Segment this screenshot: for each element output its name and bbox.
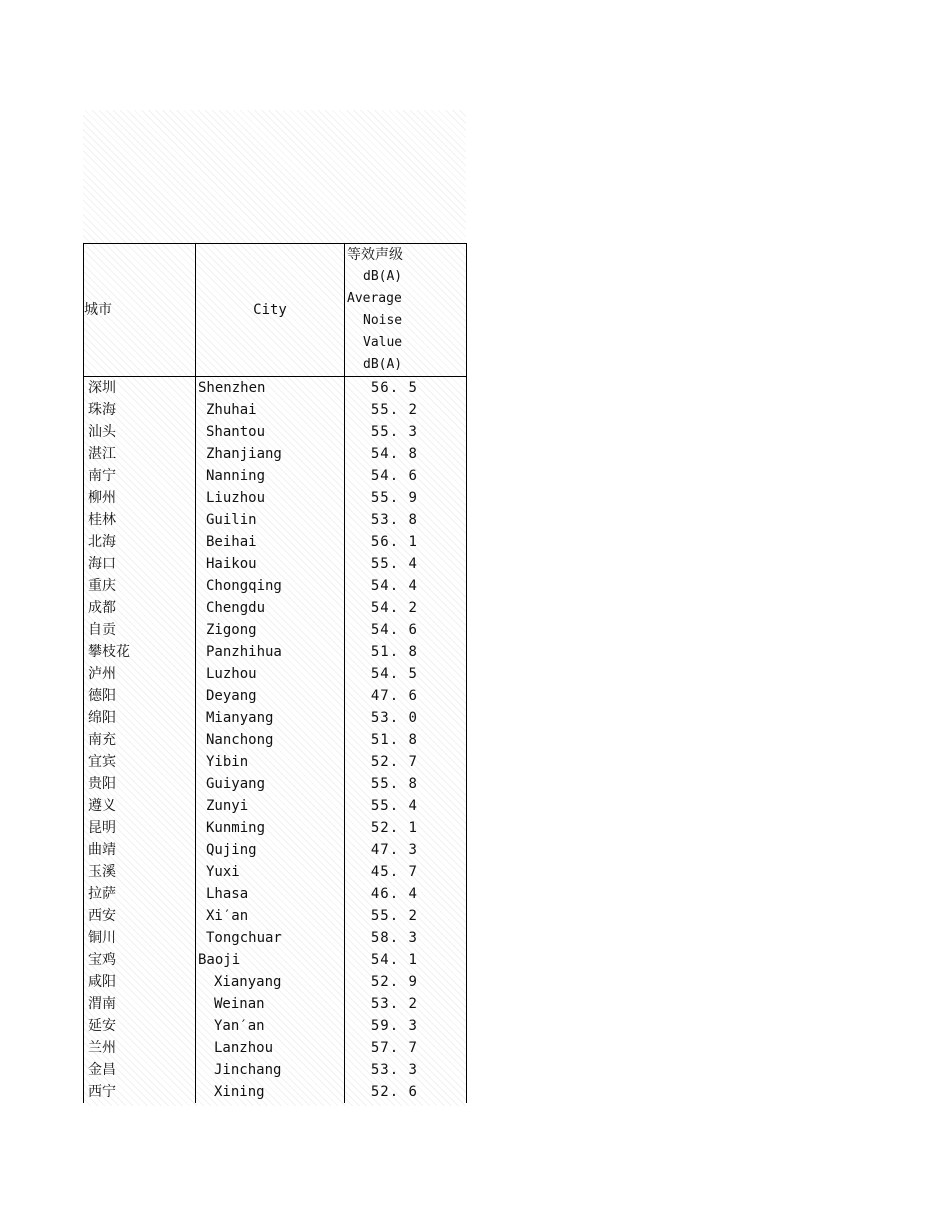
table-row — [84, 707, 467, 729]
table-row — [84, 971, 467, 993]
header-city-cn: 城市 — [84, 244, 196, 377]
noise-value-cell: 55. 2 — [345, 399, 467, 421]
city-cn-cell: 德阳 — [84, 685, 196, 707]
city-en-cell: Lanzhou — [196, 1037, 345, 1059]
header-value-line: Noise — [363, 313, 403, 328]
noise-value-cell: 52. 9 — [345, 971, 467, 993]
city-cn-cell: 珠海 — [84, 399, 196, 421]
table-row — [84, 553, 467, 575]
city-en-cell: Chongqing — [196, 575, 345, 597]
city-cn-cell: 自贡 — [84, 619, 196, 641]
noise-value-cell: 54. 6 — [345, 465, 467, 487]
city-en-cell: Mianyang — [196, 707, 345, 729]
city-cn-cell: 攀枝花 — [84, 641, 196, 663]
noise-value-cell: 55. 4 — [345, 795, 467, 817]
table-row — [84, 399, 467, 421]
city-cn-cell: 拉萨 — [84, 883, 196, 905]
city-en-cell: Deyang — [196, 685, 345, 707]
header-noise-value — [345, 244, 467, 377]
table-row — [84, 905, 467, 927]
table-row — [84, 1059, 467, 1081]
city-en-cell: Beihai — [196, 531, 345, 553]
city-cn-cell: 宝鸡 — [84, 949, 196, 971]
city-en-cell: Shenzhen — [196, 377, 345, 400]
city-cn-cell: 曲靖 — [84, 839, 196, 861]
city-en-cell: Xi′an — [196, 905, 345, 927]
city-cn-cell: 铜川 — [84, 927, 196, 949]
noise-value-cell: 59. 3 — [345, 1015, 467, 1037]
city-cn-cell: 深圳 — [84, 377, 196, 400]
noise-value-cell: 56. 1 — [345, 531, 467, 553]
city-en-cell: Chengdu — [196, 597, 345, 619]
city-en-cell: Xining — [196, 1081, 345, 1103]
noise-value-cell: 55. 2 — [345, 905, 467, 927]
city-en-cell: Nanchong — [196, 729, 345, 751]
city-cn-cell: 渭南 — [84, 993, 196, 1015]
noise-value-cell: 57. 7 — [345, 1037, 467, 1059]
city-en-cell: Haikou — [196, 553, 345, 575]
table-row — [84, 1015, 467, 1037]
table-row — [84, 619, 467, 641]
table-row — [84, 377, 467, 400]
table-row — [84, 993, 467, 1015]
city-cn-cell: 兰州 — [84, 1037, 196, 1059]
city-en-cell: Yibin — [196, 751, 345, 773]
header-city-en: City — [196, 244, 345, 377]
city-cn-cell: 咸阳 — [84, 971, 196, 993]
city-cn-cell: 柳州 — [84, 487, 196, 509]
city-cn-cell: 遵义 — [84, 795, 196, 817]
city-en-cell: Yuxi — [196, 861, 345, 883]
city-cn-cell: 汕头 — [84, 421, 196, 443]
city-cn-cell: 玉溪 — [84, 861, 196, 883]
table-row — [84, 575, 467, 597]
table-body — [84, 377, 467, 1104]
noise-value-cell: 51. 8 — [345, 729, 467, 751]
table-row — [84, 949, 467, 971]
table-row — [84, 1037, 467, 1059]
city-en-cell: Luzhou — [196, 663, 345, 685]
city-en-cell: Zigong — [196, 619, 345, 641]
city-en-cell: Yan′an — [196, 1015, 345, 1037]
table-row — [84, 641, 467, 663]
noise-value-cell: 54. 5 — [345, 663, 467, 685]
city-en-cell: Tongchuar — [196, 927, 345, 949]
table-row — [84, 927, 467, 949]
city-cn-cell: 桂林 — [84, 509, 196, 531]
noise-value-cell: 55. 4 — [345, 553, 467, 575]
city-cn-cell: 海口 — [84, 553, 196, 575]
city-cn-cell: 贵阳 — [84, 773, 196, 795]
table-row — [84, 883, 467, 905]
table-row — [84, 773, 467, 795]
city-cn-cell: 西安 — [84, 905, 196, 927]
city-en-cell: Xianyang — [196, 971, 345, 993]
table-row — [84, 487, 467, 509]
noise-value-cell: 54. 4 — [345, 575, 467, 597]
city-cn-cell: 湛江 — [84, 443, 196, 465]
city-en-cell: Nanning — [196, 465, 345, 487]
city-cn-cell: 南充 — [84, 729, 196, 751]
header-value-line: Value — [363, 335, 403, 350]
city-en-cell: Zunyi — [196, 795, 345, 817]
noise-value-cell: 52. 7 — [345, 751, 467, 773]
header-value-line: dB(A) — [363, 269, 403, 284]
table-row — [84, 839, 467, 861]
city-cn-cell: 金昌 — [84, 1059, 196, 1081]
city-cn-cell: 泸州 — [84, 663, 196, 685]
city-cn-cell: 重庆 — [84, 575, 196, 597]
city-cn-cell: 南宁 — [84, 465, 196, 487]
city-en-cell: Liuzhou — [196, 487, 345, 509]
city-en-cell: Guilin — [196, 509, 345, 531]
noise-value-cell: 54. 6 — [345, 619, 467, 641]
table-row — [84, 685, 467, 707]
header-value-line: dB(A) — [363, 357, 403, 372]
noise-table — [83, 243, 467, 1103]
city-en-cell: Jinchang — [196, 1059, 345, 1081]
header-row — [84, 244, 467, 377]
noise-value-cell: 55. 8 — [345, 773, 467, 795]
noise-value-cell: 54. 2 — [345, 597, 467, 619]
city-cn-cell: 延安 — [84, 1015, 196, 1037]
noise-value-cell: 45. 7 — [345, 861, 467, 883]
noise-value-cell: 47. 3 — [345, 839, 467, 861]
table-row — [84, 1081, 467, 1103]
city-cn-cell: 绵阳 — [84, 707, 196, 729]
table-row — [84, 817, 467, 839]
noise-value-cell: 53. 0 — [345, 707, 467, 729]
table-row — [84, 597, 467, 619]
noise-value-cell: 55. 9 — [345, 487, 467, 509]
spreadsheet-area — [83, 110, 466, 1106]
city-cn-cell: 昆明 — [84, 817, 196, 839]
header-value-line: 等效声级 — [347, 247, 403, 263]
noise-value-cell: 53. 8 — [345, 509, 467, 531]
noise-value-cell: 46. 4 — [345, 883, 467, 905]
table-row — [84, 729, 467, 751]
table-row — [84, 751, 467, 773]
city-en-cell: Qujing — [196, 839, 345, 861]
table-row — [84, 861, 467, 883]
city-en-cell: Baoji — [196, 949, 345, 971]
city-cn-cell: 宜宾 — [84, 751, 196, 773]
noise-value-cell: 52. 1 — [345, 817, 467, 839]
city-cn-cell: 北海 — [84, 531, 196, 553]
city-en-cell: Panzhihua — [196, 641, 345, 663]
city-cn-cell: 成都 — [84, 597, 196, 619]
table-row — [84, 509, 467, 531]
noise-value-cell: 51. 8 — [345, 641, 467, 663]
noise-value-cell: 53. 2 — [345, 993, 467, 1015]
noise-value-cell: 54. 1 — [345, 949, 467, 971]
table-row — [84, 795, 467, 817]
city-en-cell: Kunming — [196, 817, 345, 839]
noise-value-cell: 53. 3 — [345, 1059, 467, 1081]
city-en-cell: Weinan — [196, 993, 345, 1015]
header-value-line: Average — [347, 291, 402, 306]
city-en-cell: Guiyang — [196, 773, 345, 795]
noise-value-cell: 55. 3 — [345, 421, 467, 443]
table-row — [84, 421, 467, 443]
city-en-cell: Shantou — [196, 421, 345, 443]
city-en-cell: Zhanjiang — [196, 443, 345, 465]
noise-value-cell: 54. 8 — [345, 443, 467, 465]
table-row — [84, 663, 467, 685]
city-cn-cell: 西宁 — [84, 1081, 196, 1103]
table-row — [84, 465, 467, 487]
city-en-cell: Lhasa — [196, 883, 345, 905]
noise-value-cell: 52. 6 — [345, 1081, 467, 1103]
noise-value-cell: 47. 6 — [345, 685, 467, 707]
table-header — [84, 244, 467, 377]
noise-value-cell: 56. 5 — [345, 377, 467, 400]
table-row — [84, 443, 467, 465]
city-en-cell: Zhuhai — [196, 399, 345, 421]
table-row — [84, 531, 467, 553]
noise-value-cell: 58. 3 — [345, 927, 467, 949]
